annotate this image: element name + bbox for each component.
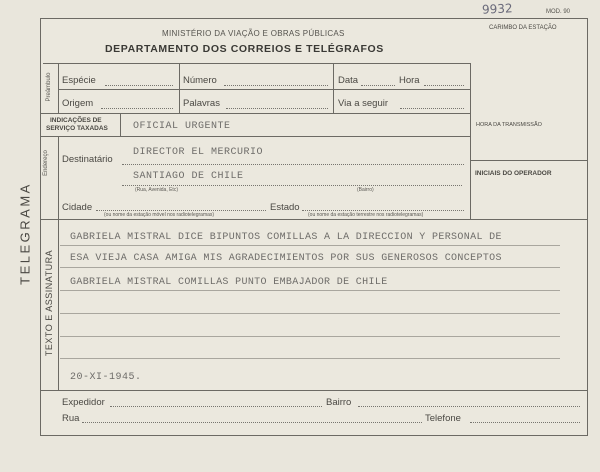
bairro-field[interactable] [358,406,580,407]
form-model: MOD. 90 [546,9,571,15]
bairro-label: Bairro [326,397,352,408]
service-indication-value: OFICIAL URGENTE [133,121,231,132]
message-date: 20-XI-1945. [70,372,142,383]
department-title: DEPARTAMENTO DOS CORREIOS E TELÉGRAFOS [105,43,384,55]
message-line-3: GABRIELA MISTRAL COMILLAS PUNTO EMBAJADOR DE CHILE [70,277,388,288]
rua-label: Rua [62,413,80,424]
telefone-label: Telefone [425,413,461,424]
origem-label: Origem [62,98,94,109]
message-line-2: ESA VIEJA CASA AMIGA MIS AGRADECIMIENTOS POR SUS GENEROSOS CONCEPTOS [70,253,502,264]
numero-label: Número [183,75,217,86]
recipient-field[interactable] [122,164,464,165]
especie-field[interactable] [105,85,173,86]
street-hint: (Rua, Avenida, Etc) [135,187,178,193]
cidade-label: Cidade [62,202,93,213]
data-label: Data [338,75,359,86]
expedidor-label: Expedidor [62,397,105,408]
origem-field[interactable] [101,108,173,109]
hora-field[interactable] [424,85,464,86]
text-signature-section-label: TEXTO E ASSINATURA [44,249,54,357]
estado-hint: (ou nome da estação terrestre nos radiotelegramas) [308,212,424,218]
especie-label: Espécie [62,75,96,86]
estado-field[interactable] [302,210,464,211]
message-line-1: GABRIELA MISTRAL DICE BIPUNTOS COMILLAS A LA DIRECCION Y PERSONAL DE [70,232,502,243]
operator-initials-label: INICIAIS DO OPERADOR [475,170,552,177]
station-stamp-label: CARIMBO DA ESTAÇÃO [489,25,557,31]
recipient-name: DIRECTOR EL MERCURIO [133,147,264,158]
palavras-field[interactable] [226,108,328,109]
transmission-time-label: HORA DA TRANSMISSÃO [476,122,542,128]
via-field[interactable] [400,108,464,109]
ministry-title: MINISTÉRIO DA VIAÇÃO E OBRAS PÚBLICAS [162,29,345,38]
cidade-field[interactable] [96,210,266,211]
numero-field[interactable] [224,85,328,86]
archive-number: 9932 [481,1,513,17]
rua-field[interactable] [82,422,422,423]
via-label: Via a seguir [338,98,388,109]
palavras-label: Palavras [183,98,220,109]
data-field[interactable] [361,85,395,86]
cidade-hint: (ou nome da estação móvel nos radiotelegramas) [104,212,215,218]
expedidor-field[interactable] [110,406,322,407]
telegram-side-label: TELEGRAMA [17,182,33,285]
address-section-label: Endereço [43,150,49,176]
recipient-street: SANTIAGO DE CHILE [133,171,244,182]
hora-label: Hora [399,75,420,86]
telefone-field[interactable] [470,422,580,423]
estado-label: Estado [270,202,300,213]
preamble-section-label: Preâmbulo [46,72,52,102]
destinatario-label: Destinatário [62,154,113,165]
indications-label-line1: INDICAÇÕES DE [50,117,102,124]
bairro-hint: (Bairro) [357,187,374,193]
street-field[interactable] [122,185,462,186]
indications-label-line2: SERVIÇO TAXADAS [46,125,108,132]
